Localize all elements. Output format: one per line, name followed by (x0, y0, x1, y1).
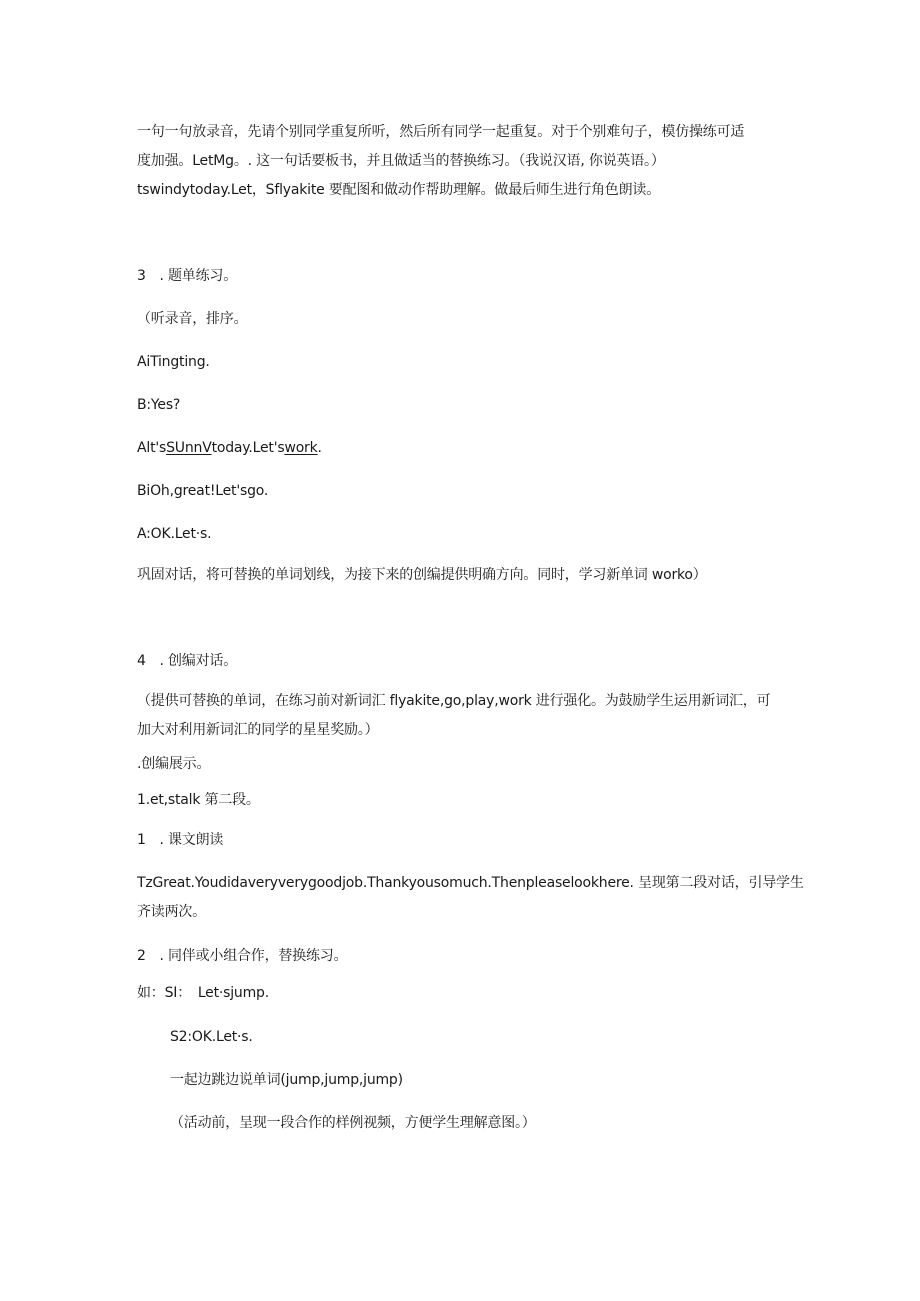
tz-line-2: 齐读两次。 (137, 904, 206, 920)
example-line-s1 (137, 983, 269, 1003)
example-note: （活动前，呈现一段合作的样例视频，方便学生理解意图。） (170, 1115, 536, 1131)
dialogue-a2-suffix: . (317, 440, 322, 456)
example-label: 如：SI： (137, 985, 185, 1001)
underlined-word-work: work (284, 440, 318, 456)
dialogue-line-a2 (137, 438, 322, 458)
section-4-item-2: 2 . 同伴或小组合作，替换练习。 (137, 948, 348, 964)
underlined-word-sunny: SUnnV (166, 440, 212, 456)
section-4-show: .创编展示。 (137, 756, 211, 772)
dialogue-a2-middle: today.Let's (211, 440, 285, 456)
section-4-item-1: 1 . 课文朗读 (137, 832, 224, 848)
dialogue-line-b1: B:Yes? (137, 397, 181, 413)
intro-line-2: 度加强。LetMg。. 这一句话要板书，并且做适当的替换练习。（我说汉语, 你说英语。） (137, 153, 665, 169)
section-4-talk: 1.et,stalk 第二段。 (137, 792, 260, 808)
example-s1-text: Let·sjump. (197, 985, 269, 1001)
section-4-para-line-2: 加大对利用新词汇的同学的星星奖励。） (137, 722, 379, 738)
section-3-heading: 3 . 题单练习。 (137, 268, 238, 284)
dialogue-line-a3: A:OK.Let·s. (137, 526, 212, 542)
example-line-s2: S2:OK.Let·s. (170, 1029, 253, 1045)
section-4-heading: 4 . 创编对话。 (137, 653, 238, 669)
dialogue-line-b2: BiOh,great!Let'sgo. (137, 483, 269, 499)
dialogue-a2-prefix: Alt's (137, 440, 167, 456)
example-action: 一起边跳边说单词(jump,jump,jump) (170, 1072, 403, 1088)
tz-line-1: TzGreat.Youdidaveryverygoodjob.Thankyousomuch.Thenpleaselookhere. 呈现第二段对话，引导学生 (137, 875, 804, 891)
intro-line-3: tswindytoday.Let，Sflyakite 要配图和做动作帮助理解。做最后师生进行角色朗读。 (137, 182, 661, 198)
section-3-instruction: （听录音，排序。 (137, 311, 248, 327)
intro-line-1: 一句一句放录音，先请个别同学重复所听，然后所有同学一起重复。对于个别难句子，模仿操练可适 (137, 124, 745, 140)
section-4-para-line-1: （提供可替换的单词，在练习前对新词汇 flyakite,go,play,work 进行强化。为鼓励学生运用新词汇，可 (137, 693, 771, 709)
dialogue-line-a1: AiTingting. (137, 354, 210, 370)
section-3-note: 巩固对话，将可替换的单词划线，为接下来的创编提供明确方向。同时，学习新单词 worko） (137, 567, 707, 583)
